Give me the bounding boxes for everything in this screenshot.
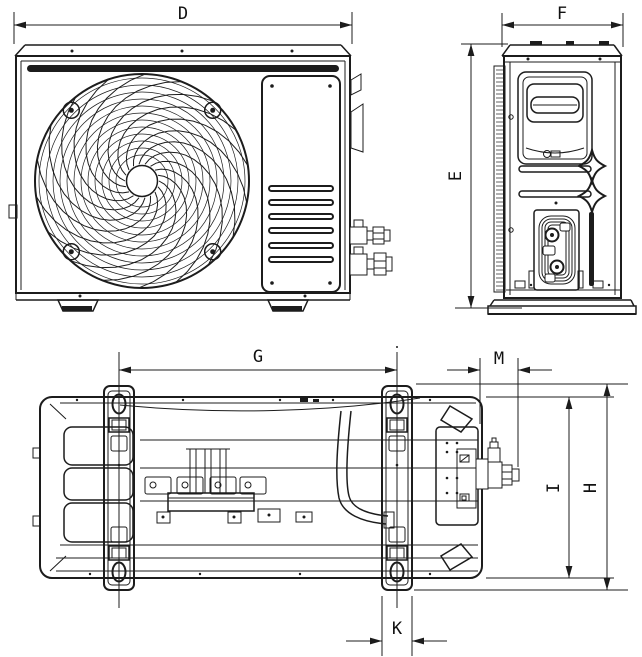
side-bracket bbox=[351, 104, 363, 152]
base-plate bbox=[488, 306, 636, 314]
corner-bevel bbox=[441, 406, 472, 432]
service-valve-upper bbox=[350, 220, 390, 244]
bottom-body bbox=[40, 397, 482, 578]
corner-bevel bbox=[441, 544, 472, 570]
dim-label-G: G bbox=[252, 347, 264, 367]
front-view bbox=[9, 45, 392, 311]
side-top-cap bbox=[502, 45, 622, 56]
mounting-brackets bbox=[104, 352, 412, 608]
dim-label-F: F bbox=[556, 4, 568, 24]
base-rib bbox=[64, 503, 133, 542]
fan-mount-tabs bbox=[63, 102, 220, 259]
compressor-plate bbox=[168, 493, 254, 511]
base-rib bbox=[64, 468, 133, 500]
fan-hub bbox=[127, 166, 158, 197]
hanger-hook bbox=[351, 74, 361, 95]
dim-label-E: E bbox=[446, 170, 466, 182]
mounting-bracket-right bbox=[382, 352, 412, 608]
condenser-fins bbox=[496, 70, 503, 290]
vertical-channel bbox=[589, 212, 594, 286]
mounting-bracket-left bbox=[104, 352, 134, 608]
side-cover-panel bbox=[262, 76, 340, 292]
compressor-ribs bbox=[186, 449, 230, 493]
dim-label-M: M bbox=[493, 349, 505, 369]
dim-label-D: D bbox=[177, 4, 189, 24]
side-body bbox=[504, 56, 621, 298]
side-view bbox=[488, 41, 636, 314]
dim-label-H: H bbox=[581, 482, 601, 494]
vent-slats bbox=[269, 186, 333, 262]
bottom-view bbox=[33, 346, 519, 608]
service-valve-lower bbox=[350, 247, 392, 275]
dim-label-K: K bbox=[391, 619, 403, 639]
shroud-arc bbox=[120, 398, 420, 411]
handle-cup bbox=[527, 84, 583, 122]
dim-label-I: I bbox=[544, 482, 564, 494]
top-vent-slot bbox=[27, 65, 339, 72]
